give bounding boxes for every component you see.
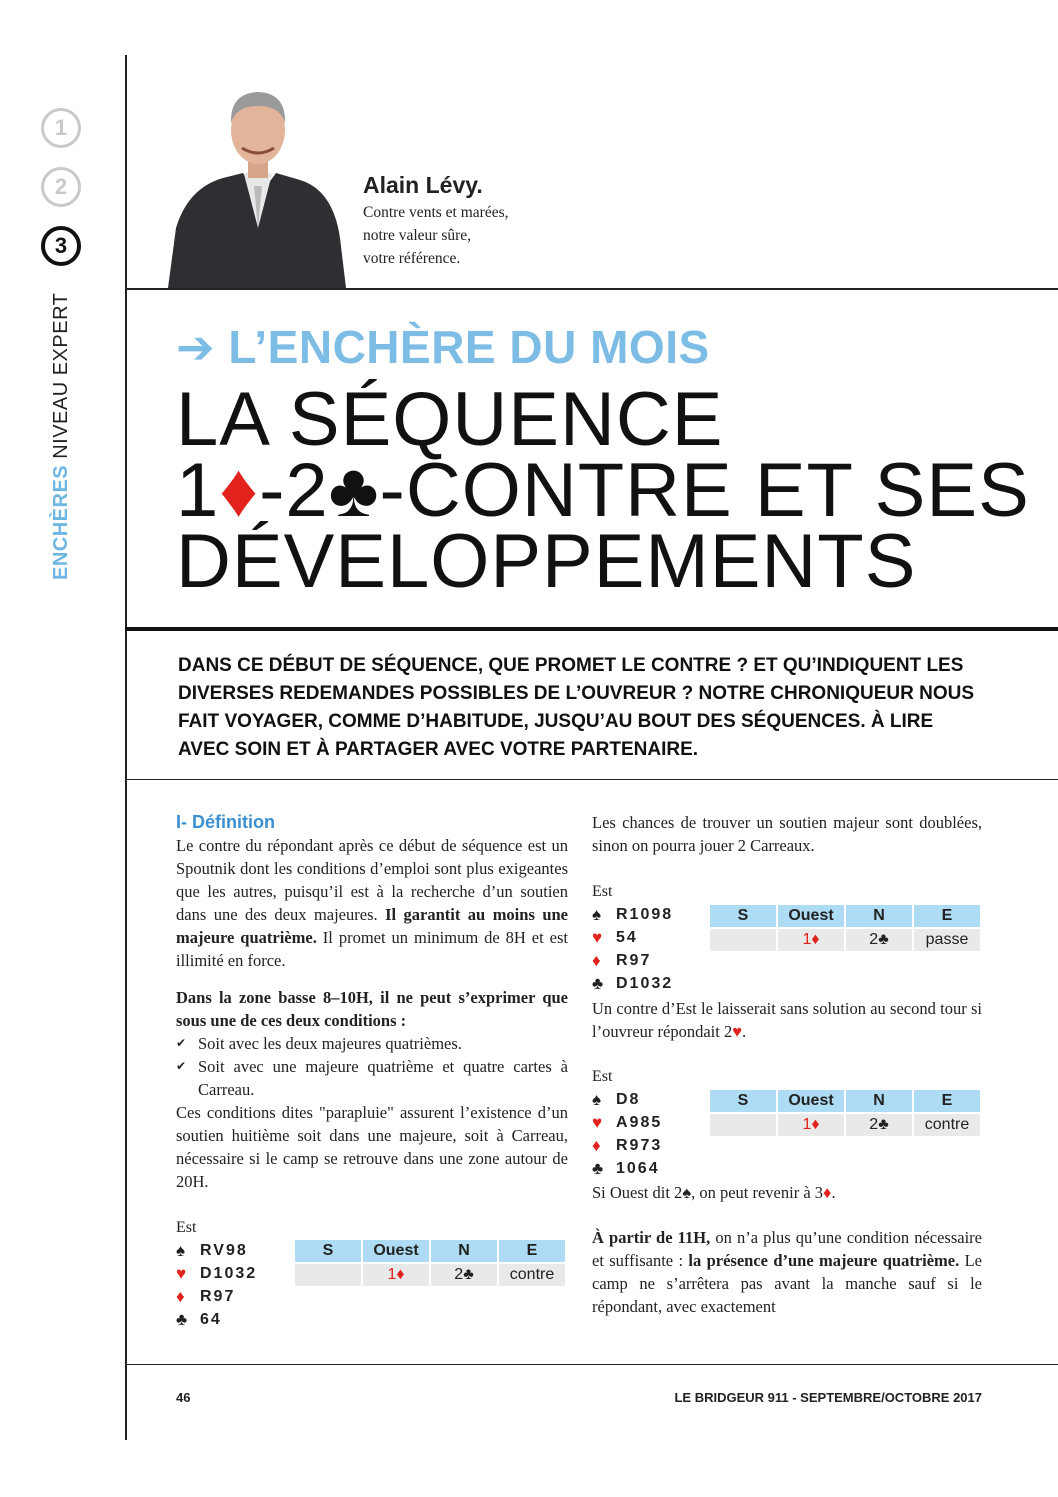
lead-bottom-rule [125,779,1058,780]
hand-row [592,1088,662,1111]
list-item-text: Soit avec une majeure quatrième et quatre cartes à Carreau. [198,1057,568,1099]
text: Le camp ne s’arrêtera pas avant la manche sauf si le répondant, avec exactement [592,1251,983,1316]
text: Il promet un minimum de 8H et est illimité en force. [176,928,568,970]
list-item [176,1055,568,1101]
bold-text: la présence d’une majeure quatrième. [688,1251,960,1270]
bidding-table-1 [293,1238,567,1288]
level-label: NIVEAU EXPERT [50,292,72,459]
left-column [176,811,568,1193]
right-column-top [592,811,982,857]
club-icon: ♣ [592,1158,604,1178]
club-icon: ♣ [592,973,604,993]
header-n: N [846,905,912,927]
diamond-icon: ♦ [176,1286,185,1306]
bid-w: 1♦ [778,929,844,951]
bid-n: 2♣ [431,1264,497,1286]
paragraph-contre-est [592,997,982,1043]
text: . [831,1183,836,1202]
hand-label: Est [176,1218,197,1236]
author-photo [168,78,346,288]
cards: 64 [200,1310,222,1328]
paragraph-zone-basse [176,986,568,1032]
title-line-1: LA SÉQUENCE [176,377,724,462]
spade-icon: ♠ [592,1089,602,1109]
paragraph-parapluie: Ces conditions dites "parapluie" assurent l’existence d’un soutien huitième soit dans une majeure, soit à Carreau, nécessaire si le camp se retrouve dans une zone autour de 20H. [176,1103,568,1191]
issue-info: LE BRIDGEUR 911 - SEPTEMBRE/OCTOBRE 2017 [674,1390,982,1405]
text: Un contre d’Est le laisserait sans solution au second tour si l’ouvreur répondait 2 [592,999,982,1041]
club-icon: ♣ [176,1309,188,1329]
header-e: E [499,1240,565,1262]
hand-row [592,1111,662,1134]
header-ouest: Ouest [363,1240,429,1262]
title-text-2: -2 [259,448,329,533]
diamond-icon: ♦ [823,1183,832,1202]
hand-label: Est [592,1067,613,1085]
heart-icon: ♥ [592,927,603,947]
bid-n: 2♣ [846,929,912,951]
rubric [176,320,710,374]
check-icon: ✔ [176,1036,187,1050]
article-title [176,377,1030,604]
list-item [176,1032,568,1055]
text: Si Ouest dit 2 [592,1183,683,1202]
hand-row [176,1308,257,1331]
cards: R973 [616,1136,663,1154]
bid-w: 1♦ [363,1264,429,1286]
cards: 1064 [616,1159,660,1177]
level-1-badge: 1 [41,108,81,148]
hand-row [592,1134,662,1157]
hand-row [592,972,673,995]
paragraph-chances: Les chances de trouver un soutien majeur sont doublées, sinon on pourra jouer 2 Carreaux. [592,813,982,855]
cards: R97 [616,951,652,969]
title-text-3: -CONTRE ET SES [379,448,1030,533]
author-tagline-2: notre valeur sûre, [363,227,472,244]
title-line-3: DÉVELOPPEMENTS [176,519,917,604]
bold-text: Il garantit au moins une majeure quatrième. [176,905,568,947]
bid-w: 1♦ [778,1114,844,1136]
hand-est-2 [592,880,673,995]
bold-text: À partir de 11H, [592,1228,711,1247]
list-item-text: Soit avec les deux majeures quatrièmes. [198,1034,462,1053]
header-ouest: Ouest [778,1090,844,1112]
bid-e: contre [914,1114,980,1136]
hand-row [592,1157,662,1180]
rubric-label: L’ENCHÈRE DU MOIS [228,321,710,373]
text: Le contre du répondant après ce début de séquence est un Spoutnik dont les conditions d’emploi sont plus exigeantes que les autres, puisqu’il est à la recherche d’un soutien dans une des deux majeures. [176,836,568,924]
bid-s [710,929,776,951]
title-line-2 [176,448,1030,533]
arrow-right-icon: ➔ [176,321,216,373]
text: , on peut revenir à 3 [691,1183,824,1202]
hand-est-1 [176,1216,257,1331]
page-number: 46 [176,1390,191,1405]
bidding-table-2 [708,903,982,953]
bid-s [295,1264,361,1286]
paragraph-11h [592,1226,982,1318]
spade-icon: ♠ [682,1183,692,1202]
cards: R97 [200,1287,236,1305]
diamond-icon: ♦ [592,950,601,970]
hand-row [592,949,673,972]
hand-row [592,926,673,949]
hand-row [176,1285,257,1308]
spade-icon: ♠ [176,1240,186,1260]
cards: A985 [616,1113,663,1131]
cards: D1032 [616,974,674,992]
heart-icon: ♥ [176,1263,187,1283]
level-2-badge: 2 [41,167,81,207]
author-tagline-1: Contre vents et marées, [363,204,509,221]
cards: D1032 [200,1264,258,1282]
right-column-bottom [592,1181,982,1318]
header-rule [125,288,1058,290]
paragraph-definition [176,834,568,972]
header-e: E [914,1090,980,1112]
cards: D8 [616,1090,641,1108]
check-icon: ✔ [176,1059,187,1073]
cards: RV98 [200,1241,248,1259]
header-s: S [710,905,776,927]
hand-row [176,1239,257,1262]
bid-e: passe [914,929,980,951]
cards: 54 [616,928,638,946]
section-title: I- Définition [176,812,275,832]
header-s: S [295,1240,361,1262]
hand-row [176,1262,257,1285]
header-s: S [710,1090,776,1112]
text: . [742,1022,747,1041]
author-tagline-3: votre référence. [363,250,461,267]
text: on n’a plus qu’une condition nécessaire et suffisante : [592,1228,982,1270]
bid-e: contre [499,1264,565,1286]
paragraph-ouest-dit [592,1181,982,1204]
diamond-icon: ♦ [219,448,260,533]
level-3-badge: 3 [41,226,81,266]
diamond-icon: ♦ [592,1135,601,1155]
title-text-1: 1 [176,448,220,533]
header-n: N [846,1090,912,1112]
bidding-table-3 [708,1088,982,1138]
category-label: ENCHÈRES [50,464,72,580]
margin-rule [125,55,127,1440]
lead-paragraph: DANS CE DÉBUT DE SÉQUENCE, QUE PROMET LE CONTRE ? ET QU’INDIQUENT LES DIVERSES REDEMANDES POSSIBLES DE L’OUVREUR ? NOTRE CHRONIQUEUR NOUS FAIT VOYAGER, COMME D’HABITUDE, JUSQU’AU BOUT DES SÉQUENCES. À LIRE AVEC SOIN ET À PARTAGER AVEC VOTRE PARTENAIRE. [178,655,974,760]
bid-n: 2♣ [846,1114,912,1136]
hand-label: Est [592,882,613,900]
club-icon: ♣ [328,448,380,533]
header-e: E [914,905,980,927]
cards: R1098 [616,905,674,923]
header-n: N [431,1240,497,1262]
heart-icon: ♥ [732,1022,742,1041]
right-column-mid [592,997,982,1043]
spade-icon: ♠ [592,904,602,924]
bid-s [710,1114,776,1136]
lead-top-rule [125,627,1058,631]
header-ouest: Ouest [778,905,844,927]
footer-rule [125,1364,1058,1365]
heart-icon: ♥ [592,1112,603,1132]
hand-row [592,903,673,926]
hand-est-3 [592,1065,662,1180]
author-name: Alain Lévy. [363,172,483,198]
bold-text: Dans la zone basse 8–10H, il ne peut s’exprimer que sous une de ces deux conditions : [176,988,568,1030]
